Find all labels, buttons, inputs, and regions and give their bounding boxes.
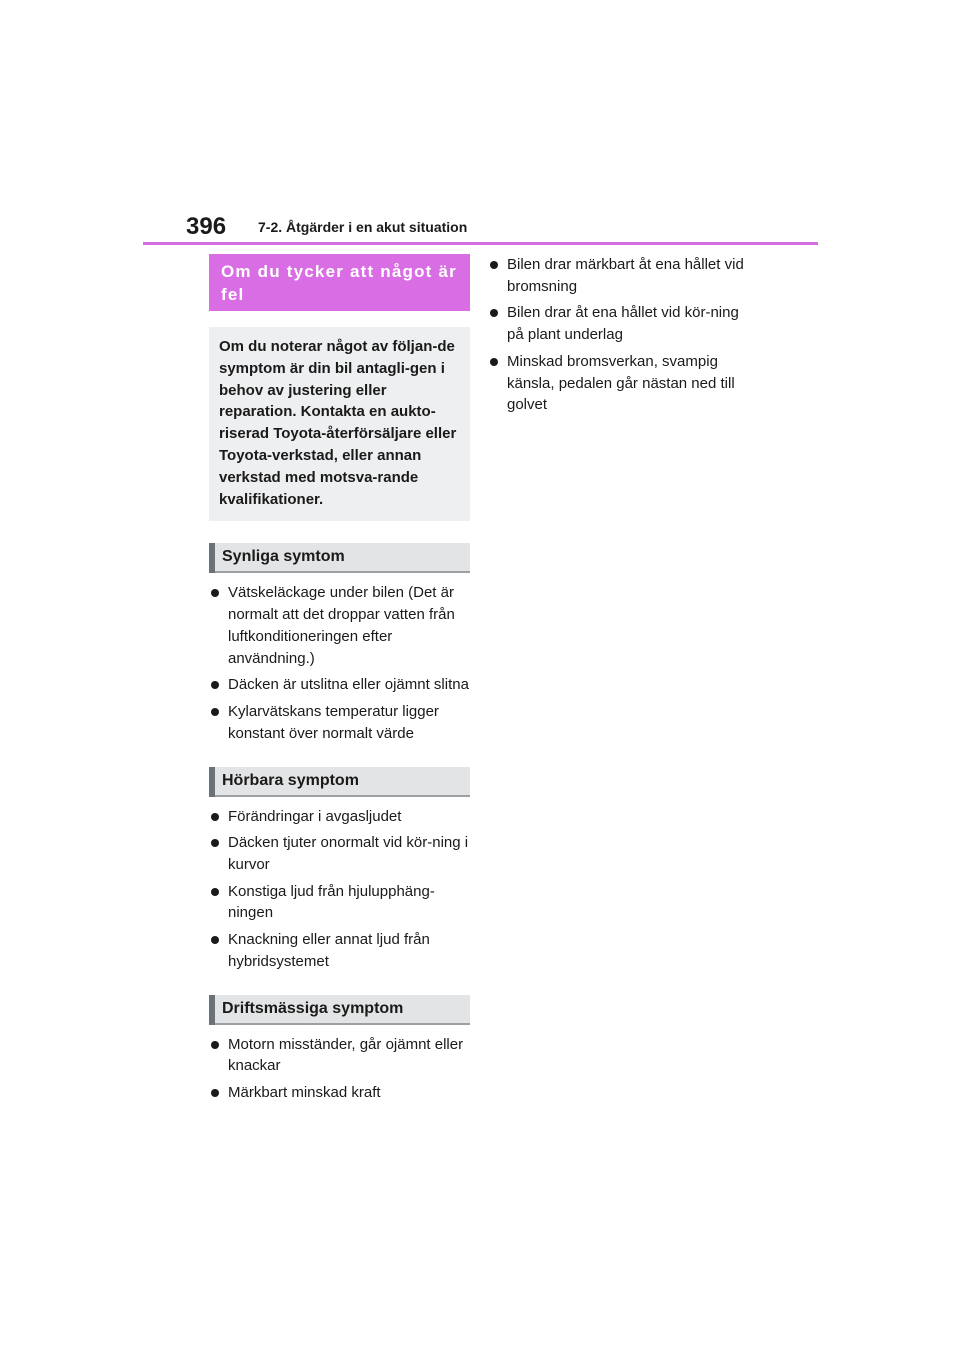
- list-item: Vätskeläckage under bilen (Det är normalt att det droppar vatten från luftkonditioneringen efter användning.): [209, 582, 470, 669]
- list-item: Bilen drar åt ena hållet vid kör-ning på plant underlag: [488, 302, 758, 346]
- page-number: 396: [186, 213, 227, 240]
- topic-heading: Om du tycker att något är fel: [209, 254, 470, 311]
- right-column: [488, 254, 758, 421]
- list-item: Däcken tjuter onormalt vid kör-ning i kurvor: [209, 832, 470, 876]
- operational-symptoms-list: [209, 1034, 470, 1104]
- section-title: 7-2. Åtgärder i en akut situation: [258, 219, 468, 235]
- list-item: Märkbart minskad kraft: [209, 1082, 470, 1104]
- audible-symptoms-list: [209, 806, 470, 973]
- list-item: Bilen drar märkbart åt ena hållet vid bromsning: [488, 254, 758, 298]
- list-item: Minskad bromsverkan, svampig känsla, pedalen går nästan ned till golvet: [488, 351, 758, 416]
- visible-symptoms-list: [209, 582, 470, 744]
- header-rule: [143, 242, 818, 245]
- visible-symptoms-heading: Synliga symtom: [209, 543, 470, 573]
- list-item: Däcken är utslitna eller ojämnt slitna: [209, 674, 470, 696]
- list-item: Knackning eller annat ljud från hybridsystemet: [209, 929, 470, 973]
- audible-symptoms-heading: Hörbara symptom: [209, 767, 470, 797]
- list-item: Kylarvätskans temperatur ligger konstant över normalt värde: [209, 701, 470, 745]
- intro-box: Om du noterar något av följan-de symptom är din bil antagli-gen i behov av justering eller reparation. Kontakta en aukto-riserad Toyota-återförsäljare eller Toyota-verkstad, eller annan verkstad med motsva-rande kvalifikationer.: [209, 327, 470, 521]
- list-item: Konstiga ljud från hjulupphäng-ningen: [209, 881, 470, 925]
- operational-symptoms-continued-list: [488, 254, 758, 416]
- operational-symptoms-heading: Driftsmässiga symptom: [209, 995, 470, 1025]
- left-column: [209, 254, 470, 1109]
- list-item: Förändringar i avgasljudet: [209, 806, 470, 828]
- list-item: Motorn misständer, går ojämnt eller knackar: [209, 1034, 470, 1078]
